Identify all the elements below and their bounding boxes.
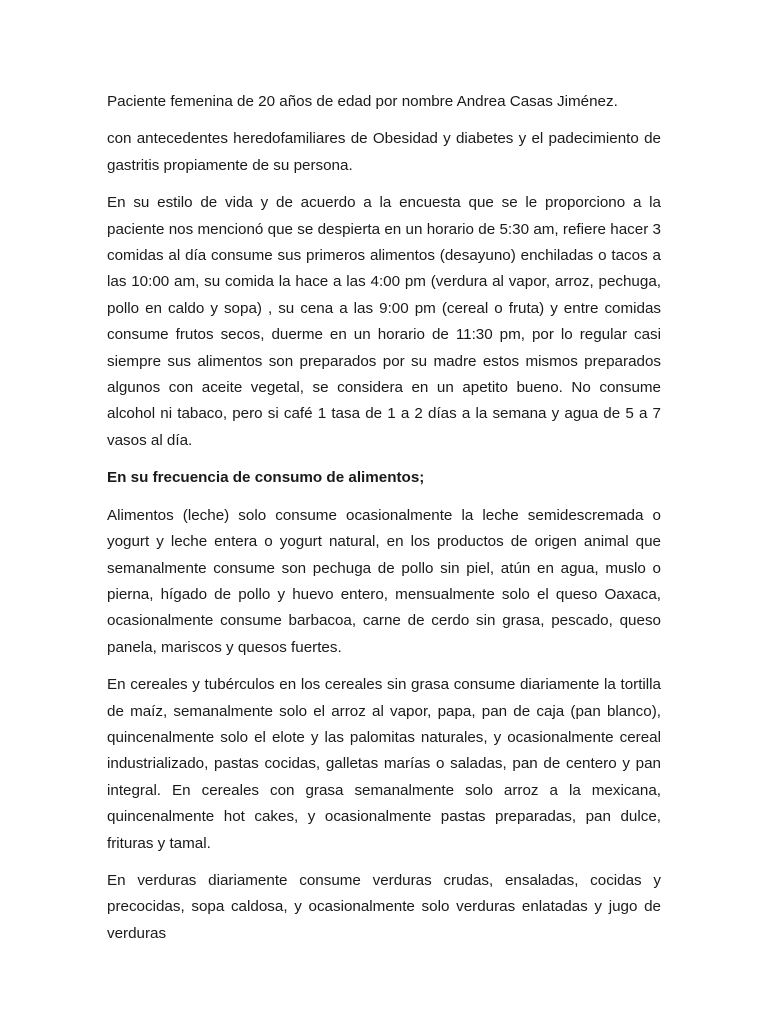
- dairy-animal-paragraph: Alimentos (leche) solo consume ocasionalmente la leche semidescremada o yogurt y leche entera o yogurt natural, en los productos de origen animal que semanalmente consume son pechuga de pollo sin piel, atún en agua, muslo o pierna, hígado de pollo y huevo entero, mensualmente solo el queso Oaxaca, ocasionalmente consume barbacoa, carne de cerdo sin grasa, pescado, queso panela, mariscos y quesos fuertes.: [107, 506, 661, 656]
- frequency-heading: En su frecuencia de consumo de alimentos;: [107, 469, 425, 487]
- cereals-paragraph: En cereales y tubérculos en los cereales sin grasa consume diariamente la tortilla de maíz, semanalmente solo el arroz al vapor, papa, pan de caja (pan blanco), quincenalmente solo el elote y las palomitas naturales, y ocasionalmente cereal industrializado, pastas cocidas, galletas marías o saladas, pan de centero y pan integral. En cereales con grasa semanalmente solo arroz a la mexicana, quincenalmente hot cakes, y ocasionalmente pastas preparadas, pan dulce, frituras y tamal.: [107, 676, 661, 852]
- lifestyle-paragraph: En su estilo de vida y de acuerdo a la encuesta que se le proporciono a la paciente nos mencionó que se despierta en un horario de 5:30 am, refiere hacer 3 comidas al día consume sus primeros alimentos (desayuno) enchiladas o tacos a las 10:00 am, su comida la hace a las 4:00 pm (verdura al vapor, arroz, pechuga, pollo en caldo y sopa) , su cena a las 9:00 pm (cereal o fruta) y entre comidas consume frutos secos, duerme en un horario de 11:30 pm, por lo regular casi siempre sus alimentos son preparados por su madre estos mismos preparados algunos con aceite vegetal, se considera en un apetito bueno. No consume alcohol ni tabaco, pero si café 1 tasa de 1 a 2 días a la semana y agua de 5 a 7 vasos al día.: [107, 194, 661, 449]
- family-history-paragraph: con antecedentes heredofamiliares de Obesidad y diabetes y el padecimiento de gastritis propiamente de su persona.: [107, 130, 661, 174]
- patient-intro-paragraph: Paciente femenina de 20 años de edad por nombre Andrea Casas Jiménez.: [107, 93, 618, 110]
- document-body: [107, 89, 661, 958]
- vegetables-paragraph: En verduras diariamente consume verduras crudas, ensaladas, cocidas y precocidas, sopa caldosa, y ocasionalmente solo verduras enlatadas y jugo de verduras: [107, 871, 661, 942]
